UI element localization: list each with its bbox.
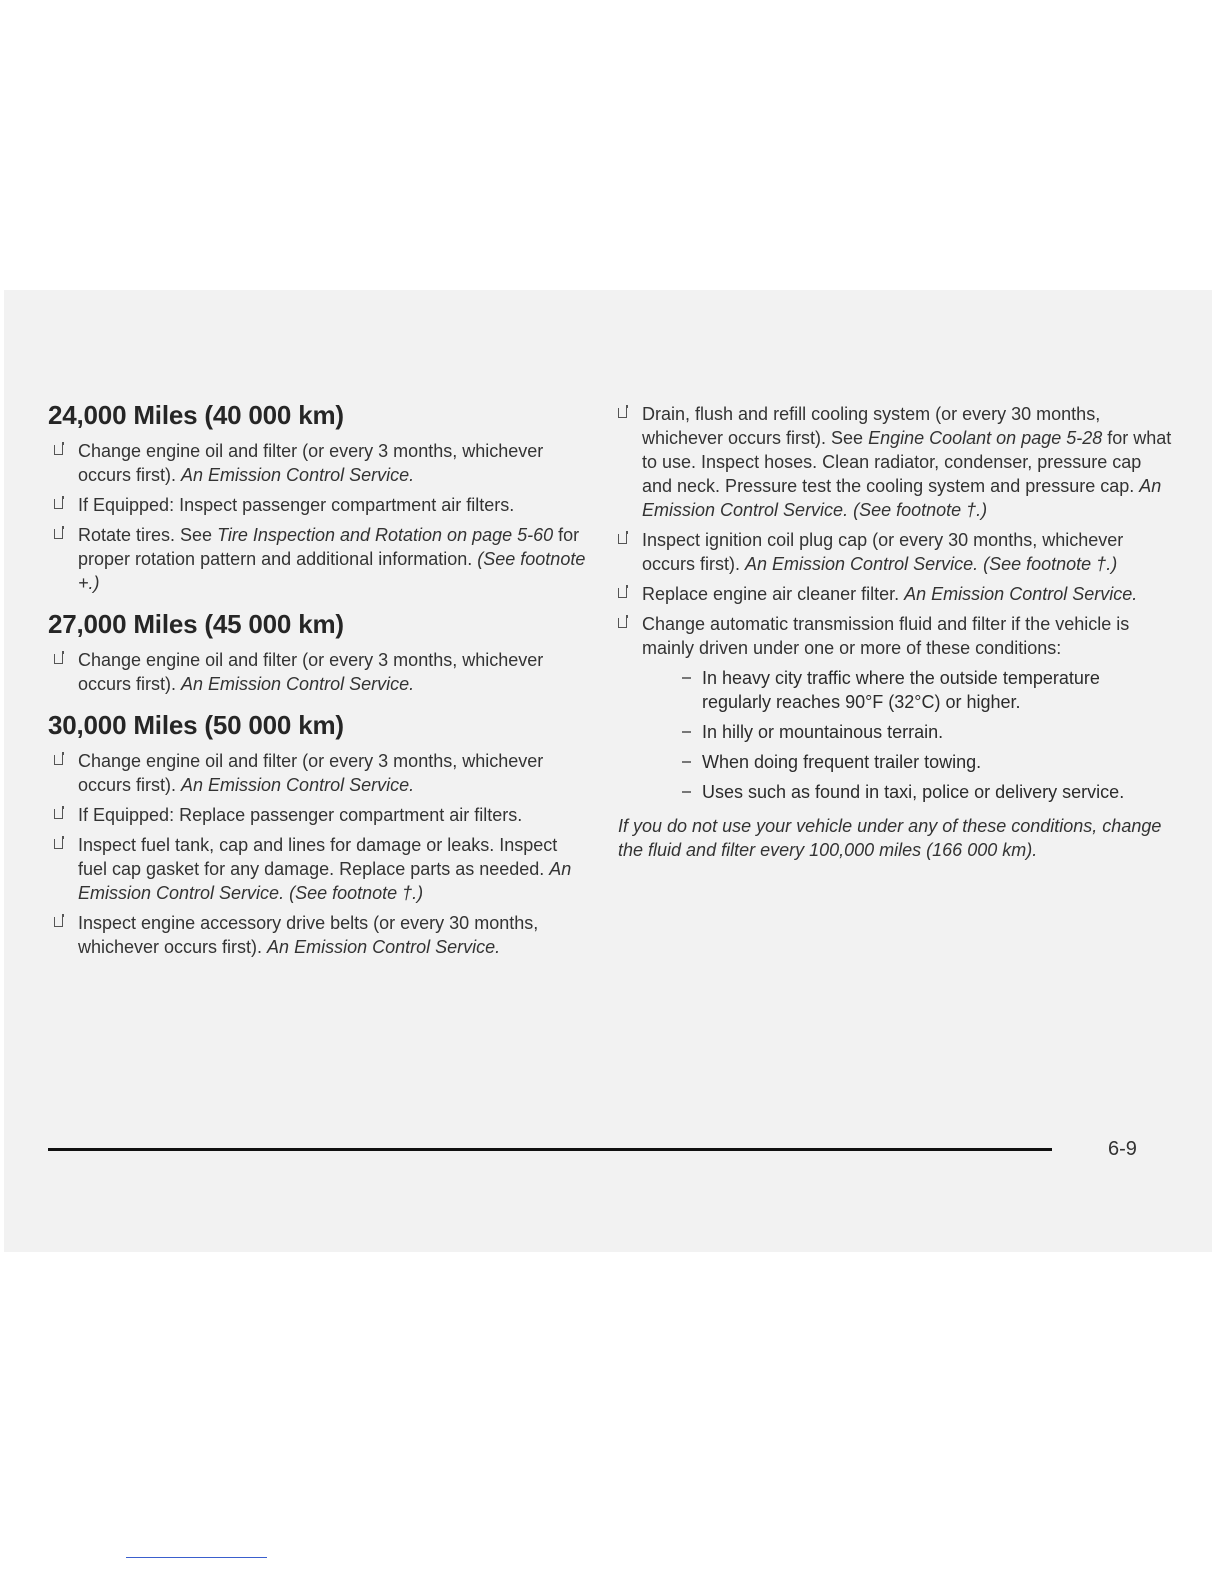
checklist-24000: [48, 439, 588, 595]
dash-icon: [682, 761, 691, 763]
checkbox-icon: [54, 917, 63, 927]
page-panel: [4, 290, 1212, 1252]
condition-item: In heavy city traffic where the outside temperature regularly reaches 90°F (32°C) or higher.: [680, 666, 1172, 714]
right-column: [612, 402, 1172, 862]
condition-item: When doing frequent trailer towing.: [680, 750, 1172, 774]
checkbox-icon: [54, 529, 63, 539]
checkbox-icon: [54, 755, 63, 765]
condition-item: In hilly or mountainous terrain.: [680, 720, 1172, 744]
list-item: Change engine oil and filter (or every 3 months, whichever occurs first). An Emission Control Service.: [48, 439, 588, 487]
list-item: Change automatic transmission fluid and filter if the vehicle is mainly driven under one or more of these conditions:: [612, 612, 1172, 660]
page-number: 6-9: [1108, 1138, 1137, 1160]
list-item: If Equipped: Replace passenger compartment air filters.: [48, 803, 588, 827]
checkbox-icon: [54, 499, 63, 509]
condition-item: Uses such as found in taxi, police or delivery service.: [680, 780, 1172, 804]
section-heading-24000: 24,000 Miles (40 000 km): [48, 400, 344, 430]
checklist-27000: [48, 648, 588, 696]
list-item: Drain, flush and refill cooling system (or every 30 months, whichever occurs first). See Engine Coolant on page 5-28 for what to use. Inspect hoses. Clean radiator, condenser, pressure cap and neck. Pressure test the cooling system and pressure cap. An Emission Control Service. (See footnote †.): [612, 402, 1172, 522]
list-item: If Equipped: Inspect passenger compartment air filters.: [48, 493, 588, 517]
list-item: Change engine oil and filter (or every 3 months, whichever occurs first). An Emission Control Service.: [48, 648, 588, 696]
checkbox-icon: [618, 534, 627, 544]
checkbox-icon: [54, 445, 63, 455]
list-item: Replace engine air cleaner filter. An Emission Control Service.: [612, 582, 1172, 606]
checklist-continued: [612, 402, 1172, 660]
list-item: Inspect fuel tank, cap and lines for damage or leaks. Inspect fuel cap gasket for any damage. Replace parts as needed. An Emission Control Service. (See footnote †.): [48, 833, 588, 905]
checkbox-icon: [618, 408, 627, 418]
dash-icon: [682, 677, 691, 679]
transmission-note: If you do not use your vehicle under any of these conditions, change the fluid and filter every 100,000 miles (166 000 km).: [618, 816, 1162, 860]
bottom-link-underline: [126, 1557, 267, 1558]
dash-icon: [682, 791, 691, 793]
list-item: Rotate tires. See Tire Inspection and Rotation on page 5-60 for proper rotation pattern and additional information. (See footnote +.): [48, 523, 588, 595]
left-column: [48, 400, 588, 965]
dash-icon: [682, 731, 691, 733]
checkbox-icon: [618, 618, 627, 628]
checklist-30000: [48, 749, 588, 959]
list-item: Change engine oil and filter (or every 3 months, whichever occurs first). An Emission Control Service.: [48, 749, 588, 797]
conditions-list: [612, 666, 1172, 804]
footer-rule: [48, 1148, 1052, 1151]
section-heading-30000: 30,000 Miles (50 000 km): [48, 710, 344, 740]
checkbox-icon: [54, 654, 63, 664]
list-item: Inspect ignition coil plug cap (or every 30 months, whichever occurs first). An Emission Control Service. (See footnote †.): [612, 528, 1172, 576]
checkbox-icon: [54, 809, 63, 819]
list-item: Inspect engine accessory drive belts (or every 30 months, whichever occurs first). An Emission Control Service.: [48, 911, 588, 959]
checkbox-icon: [54, 839, 63, 849]
section-heading-27000: 27,000 Miles (45 000 km): [48, 609, 344, 639]
checkbox-icon: [618, 588, 627, 598]
